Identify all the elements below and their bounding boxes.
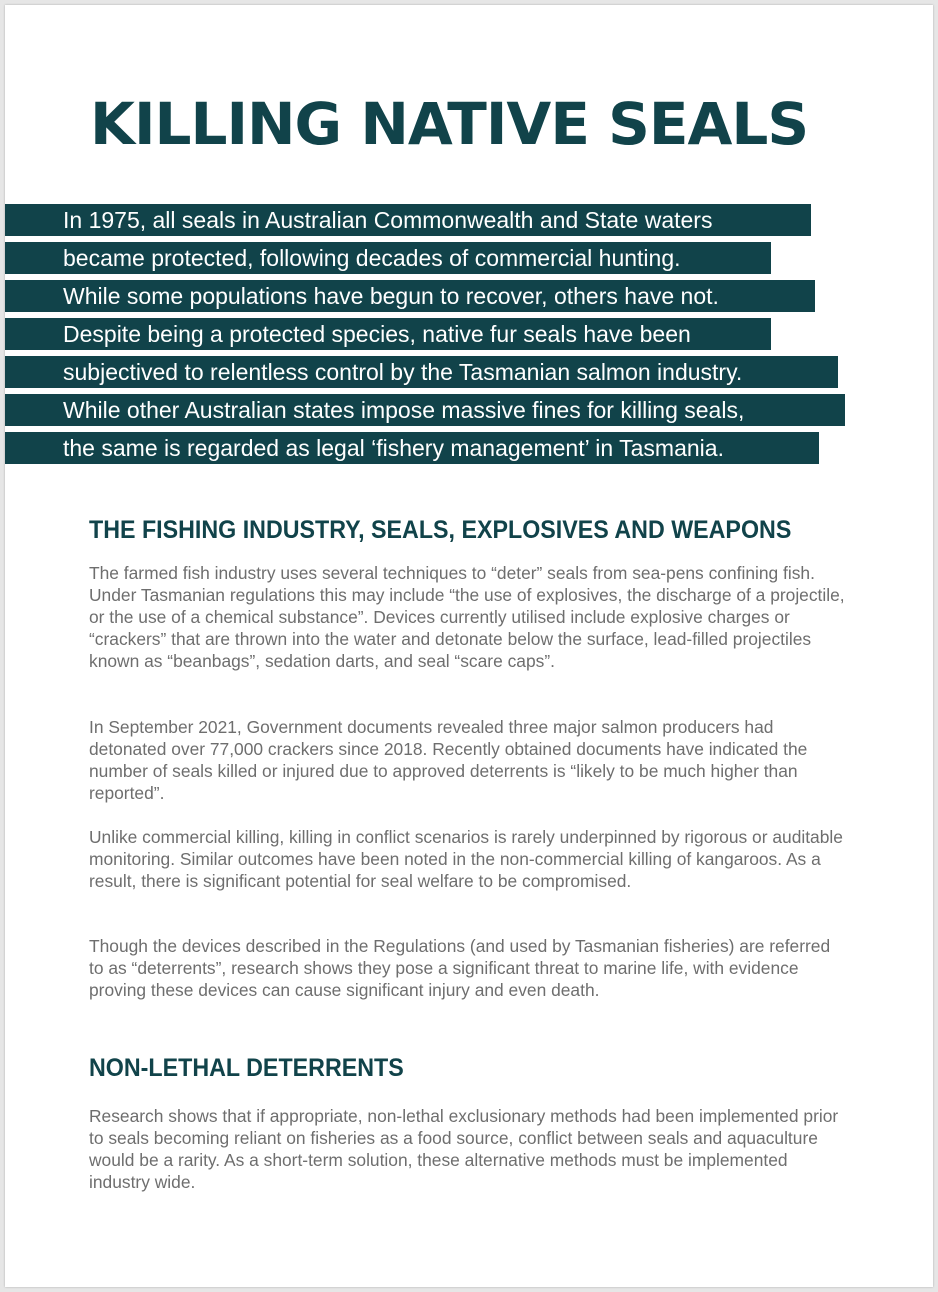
intro-highlight-block bbox=[5, 204, 845, 470]
body-paragraph: Though the devices described in the Regulations (and used by Tasmanian fisheries) are referred to as “deterrents”, research shows they pose a significant threat to marine life, with evidence proving these devices can cause significant injury and even death. bbox=[89, 936, 831, 1000]
body-paragraph: Research shows that if appropriate, non-lethal exclusionary methods had been implemented prior to seals becoming reliant on fisheries as a food source, conflict between seals and aquaculture would be a rarity. As a short-term solution, these alternative methods must be implemented industry wide. bbox=[89, 1106, 839, 1192]
intro-line: Despite being a protected species, native fur seals have been bbox=[5, 318, 771, 350]
intro-line: the same is regarded as legal ‘fishery management’ in Tasmania. bbox=[5, 432, 819, 464]
body-paragraph: In September 2021, Government documents revealed three major salmon producers had detonated over 77,000 crackers since 2018. Recently obtained documents have indicated the number of seals killed or injured due to approved deterrents is “likely to be much higher than reported”. bbox=[89, 717, 808, 803]
intro-line: While other Australian states impose massive fines for killing seals, bbox=[5, 394, 845, 426]
body-paragraph: The farmed fish industry uses several techniques to “deter” seals from sea-pens confining fish. Under Tasmanian regulations this may include “the use of explosives, the discharge of a projectile, or the use of a chemical substance”. Devices currently utilised include explosive charges or “crackers” that are thrown into the water and detonate below the surface, lead-filled projectiles known as “beanbags”, sedation darts, and seal “scare caps”. bbox=[89, 563, 845, 671]
intro-line: became protected, following decades of commercial hunting. bbox=[5, 242, 771, 274]
body-paragraph: Unlike commercial killing, killing in conflict scenarios is rarely underpinned by rigorous or auditable monitoring. Similar outcomes have been noted in the non-commercial killing of kangaroos. As a result, there is significant potential for seal welfare to be compromised. bbox=[89, 827, 843, 891]
section-heading-fishing-industry: THE FISHING INDUSTRY, SEALS, EXPLOSIVES AND WEAPONS bbox=[89, 516, 792, 544]
intro-line: subjectived to relentless control by the Tasmanian salmon industry. bbox=[5, 356, 838, 388]
intro-line: While some populations have begun to recover, others have not. bbox=[5, 280, 815, 312]
page-title: KILLING NATIVE SEALS bbox=[90, 90, 809, 158]
document-page bbox=[5, 5, 933, 1287]
section-heading-non-lethal: NON-LETHAL DETERRENTS bbox=[89, 1054, 404, 1082]
intro-line: In 1975, all seals in Australian Commonwealth and State waters bbox=[5, 204, 811, 236]
